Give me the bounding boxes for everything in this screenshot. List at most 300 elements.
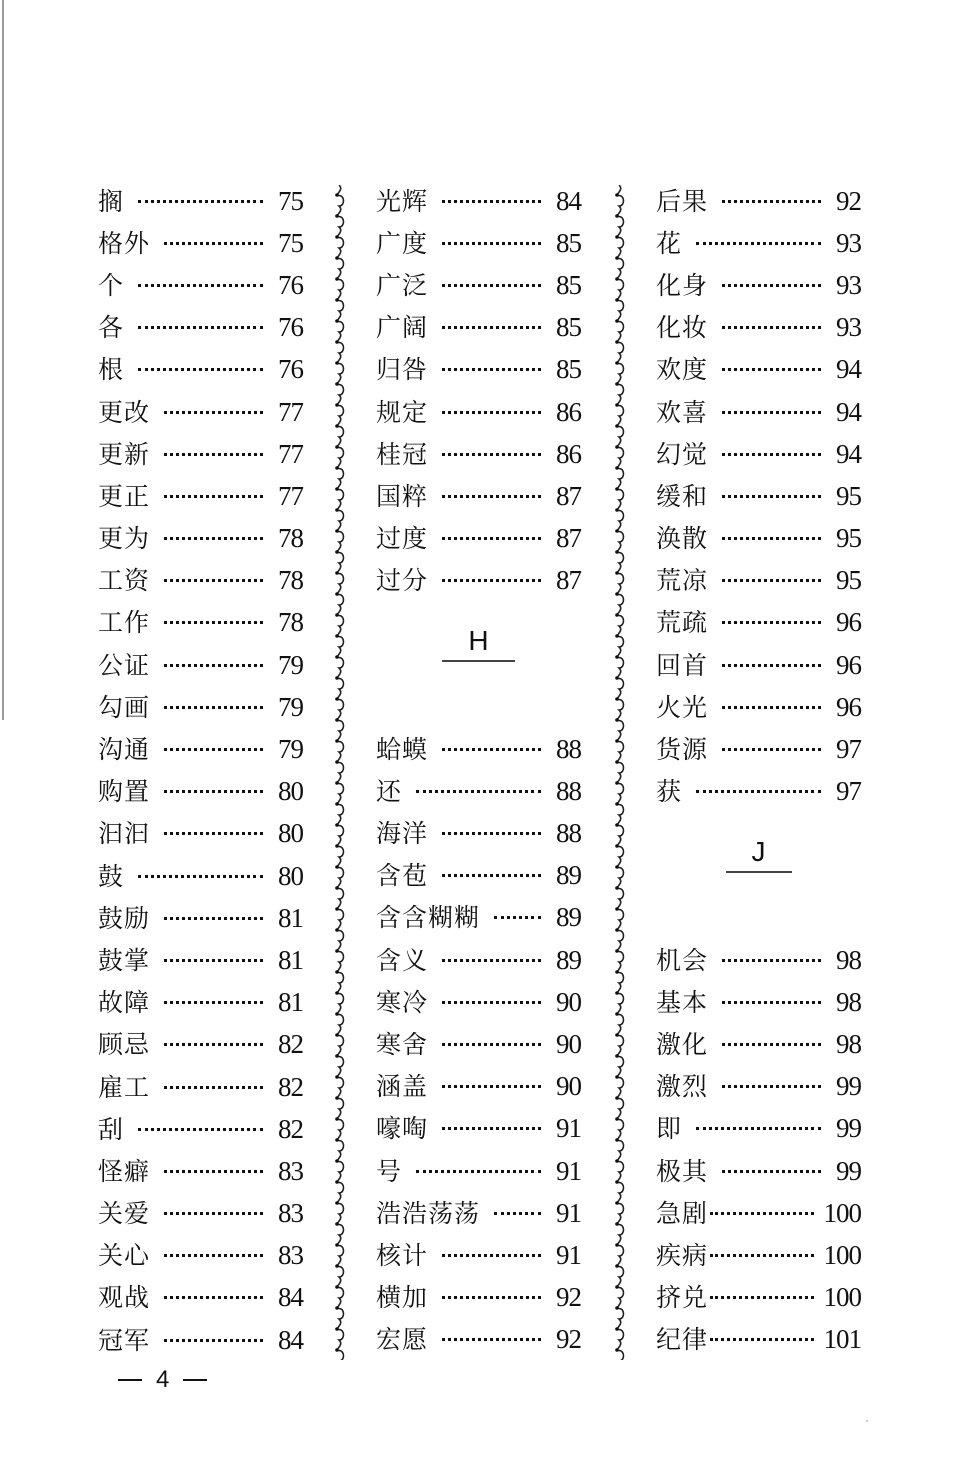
index-page-number: 79 [278, 691, 303, 722]
index-entry [98, 1193, 303, 1235]
index-page-number: 75 [278, 227, 303, 258]
index-page-number: 81 [278, 902, 303, 933]
index-page-number: 84 [278, 1324, 303, 1355]
index-page-number: 83 [278, 1155, 303, 1186]
index-term: 激化 [656, 1029, 709, 1059]
index-page-number: 92 [556, 1324, 581, 1355]
dot-leader [722, 200, 821, 203]
index-term: 横加 [376, 1283, 429, 1313]
dot-leader [164, 411, 263, 414]
index-entry [98, 264, 303, 306]
index-entry [656, 560, 861, 602]
index-entry [656, 771, 861, 813]
index-page-number: 98 [836, 944, 861, 975]
dot-leader [442, 1127, 541, 1130]
dot-leader [164, 706, 263, 709]
index-entry [98, 602, 303, 644]
index-page-number: 85 [556, 354, 581, 385]
index-page-number: 94 [836, 396, 861, 427]
dot-leader [164, 1254, 263, 1257]
index-term: 回首 [656, 650, 709, 680]
dot-leader [442, 748, 541, 751]
dot-leader [722, 706, 821, 709]
index-term: 刮 [98, 1114, 125, 1144]
dot-leader [722, 959, 821, 962]
index-page-number: 75 [278, 185, 303, 216]
index-page-number: 96 [836, 649, 861, 680]
index-term: 归咎 [376, 355, 429, 385]
index-term: 火光 [656, 692, 709, 722]
index-term: 欢喜 [656, 397, 709, 427]
index-term: 工作 [98, 608, 151, 638]
dot-leader [164, 242, 263, 245]
index-entry [656, 222, 861, 264]
dot-leader [164, 537, 263, 540]
index-term: 观战 [98, 1283, 151, 1313]
footer-dash-left [118, 1379, 142, 1381]
dot-leader [164, 1001, 263, 1004]
index-term: 幻觉 [656, 439, 709, 469]
index-term: 广度 [376, 228, 429, 258]
wavy-column-separator [611, 185, 627, 1360]
index-term: 广阔 [376, 313, 429, 343]
dot-leader [164, 453, 263, 456]
index-term: 含苞 [376, 861, 429, 891]
index-entry [656, 518, 861, 560]
index-entry [376, 855, 581, 897]
dot-leader [722, 495, 821, 498]
index-term: 嚎啕 [376, 1114, 429, 1144]
index-term: 根 [98, 355, 125, 385]
index-page-number: 98 [836, 986, 861, 1017]
dot-leader [442, 453, 541, 456]
index-page-number: 94 [836, 354, 861, 385]
index-entry [98, 222, 303, 264]
index-entry [376, 391, 581, 433]
index-entry [376, 897, 581, 939]
index-entry [656, 602, 861, 644]
index-page-number: 99 [836, 1071, 861, 1102]
index-entry [376, 349, 581, 391]
index-entry [98, 180, 303, 222]
dot-leader [442, 874, 541, 877]
index-entry [98, 771, 303, 813]
index-entry [98, 307, 303, 349]
index-entry [376, 812, 581, 854]
index-term: 获 [656, 777, 683, 807]
index-entry [376, 264, 581, 306]
index-page-number: 96 [836, 607, 861, 638]
dot-leader [164, 1339, 263, 1342]
dot-leader [164, 621, 263, 624]
index-term: 光辉 [376, 186, 429, 216]
dot-leader [442, 1043, 541, 1046]
index-term: 基本 [656, 987, 709, 1017]
index-term: 国粹 [376, 481, 429, 511]
index-page-number: 86 [556, 396, 581, 427]
index-entry [98, 813, 303, 855]
index-page-number: 93 [836, 312, 861, 343]
index-entry [656, 1234, 861, 1276]
dot-leader [442, 200, 541, 203]
index-entry [376, 222, 581, 264]
index-term: 关爱 [98, 1199, 151, 1229]
index-term: 挤兑 [656, 1283, 709, 1313]
dot-leader [416, 1170, 541, 1173]
dot-leader [442, 1296, 541, 1299]
index-entry [98, 728, 303, 770]
index-page-number: 96 [836, 691, 861, 722]
index-term: 怪癖 [98, 1156, 151, 1186]
dot-leader [442, 1001, 541, 1004]
index-term: 含含糊糊 [376, 903, 481, 933]
index-entry [656, 728, 861, 770]
index-page-number: 76 [278, 354, 303, 385]
index-page-number: 78 [278, 523, 303, 554]
index-entry [376, 1023, 581, 1065]
index-entry [656, 981, 861, 1023]
index-entry [656, 1319, 861, 1361]
index-page-number: 83 [278, 1240, 303, 1271]
index-entry [98, 1235, 303, 1277]
dot-leader [442, 411, 541, 414]
index-page-number: 78 [278, 607, 303, 638]
index-term: 激烈 [656, 1072, 709, 1102]
dot-leader [696, 242, 821, 245]
index-page-number: 80 [278, 860, 303, 891]
index-term: 荒凉 [656, 566, 709, 596]
index-page-number: 80 [278, 818, 303, 849]
index-page-number: 98 [836, 1028, 861, 1059]
index-page-number: 91 [556, 1113, 581, 1144]
dot-leader [722, 411, 821, 414]
dot-leader [696, 1127, 821, 1130]
index-entry [376, 728, 581, 770]
dot-leader [442, 832, 541, 835]
index-page-number: 79 [278, 734, 303, 765]
index-term: 涣散 [656, 524, 709, 554]
index-entry [376, 1234, 581, 1276]
index-entry [376, 770, 581, 812]
index-term: 后果 [656, 186, 709, 216]
index-term: 过度 [376, 524, 429, 554]
dot-leader [722, 1043, 821, 1046]
index-page-number: 80 [278, 776, 303, 807]
index-page-number: 85 [556, 227, 581, 258]
dot-leader [138, 875, 263, 878]
index-page-number: 82 [278, 1113, 303, 1144]
dot-leader [138, 284, 263, 287]
index-page-number: 92 [836, 185, 861, 216]
index-page-number: 88 [556, 733, 581, 764]
index-entry [376, 939, 581, 981]
index-entry [98, 644, 303, 686]
index-entry [376, 307, 581, 349]
dot-leader [164, 1043, 263, 1046]
index-column-1 [98, 180, 303, 1361]
index-page-number: 84 [556, 185, 581, 216]
index-page-number: 91 [556, 1155, 581, 1186]
index-term: 核计 [376, 1240, 429, 1270]
index-column-2 [376, 180, 581, 1361]
index-term: 顾忌 [98, 1030, 151, 1060]
dot-leader [442, 284, 541, 287]
index-term: 冠军 [98, 1325, 151, 1355]
index-entry [656, 939, 861, 981]
index-page-number: 100 [823, 1282, 861, 1313]
dot-leader [722, 326, 821, 329]
index-page-number: 87 [556, 565, 581, 596]
dot-leader [442, 959, 541, 962]
index-term: 疾病 [656, 1240, 709, 1270]
index-page-number: 79 [278, 649, 303, 680]
dot-leader [696, 790, 821, 793]
index-term: 工资 [98, 566, 151, 596]
dot-leader [164, 1212, 263, 1215]
dot-leader [494, 916, 541, 919]
index-entry [98, 391, 303, 433]
index-term: 勾画 [98, 692, 151, 722]
index-entry [376, 1192, 581, 1234]
dot-leader [442, 368, 541, 371]
index-entry [656, 644, 861, 686]
dot-leader [138, 326, 263, 329]
index-entry [656, 433, 861, 475]
dot-leader [164, 664, 263, 667]
index-entry [98, 349, 303, 391]
index-term: 各 [98, 313, 125, 343]
index-page-number: 100 [823, 1197, 861, 1228]
heading-spacer [376, 686, 581, 728]
dot-leader [442, 579, 541, 582]
dot-leader [722, 537, 821, 540]
dot-leader [442, 242, 541, 245]
index-term: 化身 [656, 270, 709, 300]
dot-leader [164, 748, 263, 751]
index-page-number: 88 [556, 775, 581, 806]
index-page-number: 89 [556, 860, 581, 891]
index-term: 规定 [376, 397, 429, 427]
index-page-number: 77 [278, 480, 303, 511]
index-term: 鼓掌 [98, 945, 151, 975]
dot-leader [164, 959, 263, 962]
index-entry [656, 1066, 861, 1108]
index-entry [656, 1277, 861, 1319]
index-term: 关心 [98, 1241, 151, 1271]
index-page-number: 87 [556, 523, 581, 554]
index-term: 即 [656, 1114, 683, 1144]
index-page-number: 91 [556, 1197, 581, 1228]
index-entry [98, 939, 303, 981]
index-entry [376, 1066, 581, 1108]
index-term: 货源 [656, 735, 709, 765]
index-entry [656, 307, 861, 349]
index-page-number: 94 [836, 438, 861, 469]
index-term: 公证 [98, 650, 151, 680]
index-page-number: 77 [278, 438, 303, 469]
index-entry [376, 981, 581, 1023]
index-term: 急剧 [656, 1198, 709, 1228]
index-term: 鼓 [98, 861, 125, 891]
index-entry [98, 897, 303, 939]
dot-leader [722, 1001, 821, 1004]
index-entry [98, 1024, 303, 1066]
index-entry [98, 1066, 303, 1108]
dot-leader [722, 1170, 821, 1173]
index-page-number: 95 [836, 480, 861, 511]
index-term: 寒舍 [376, 1029, 429, 1059]
index-term: 桂冠 [376, 439, 429, 469]
dot-leader [722, 621, 821, 624]
index-term: 海洋 [376, 819, 429, 849]
index-entry [656, 686, 861, 728]
dot-leader [710, 1338, 813, 1341]
section-heading [656, 813, 861, 897]
index-page-number: 90 [556, 1028, 581, 1059]
dot-leader [722, 664, 821, 667]
index-term: 荒疏 [656, 608, 709, 638]
index-term: 沟通 [98, 735, 151, 765]
index-page-number: 82 [278, 1071, 303, 1102]
index-term: 鼓励 [98, 903, 151, 933]
index-page-number: 89 [556, 944, 581, 975]
index-page-number: 101 [823, 1324, 861, 1355]
index-page-number: 97 [836, 734, 861, 765]
dot-leader [138, 368, 263, 371]
index-page-number: 84 [278, 1282, 303, 1313]
index-term: 搁 [98, 186, 125, 216]
index-page-number: 85 [556, 269, 581, 300]
dot-leader [442, 495, 541, 498]
index-page-number: 95 [836, 523, 861, 554]
index-term: 花 [656, 228, 683, 258]
index-term: 蛤蟆 [376, 734, 429, 764]
index-page-number: 87 [556, 480, 581, 511]
index-page-number: 91 [556, 1239, 581, 1270]
index-term: 个 [98, 270, 125, 300]
index-entry [376, 518, 581, 560]
index-page-number: 81 [278, 987, 303, 1018]
index-page-number: 76 [278, 269, 303, 300]
index-page-number: 83 [278, 1198, 303, 1229]
index-term: 纪律 [656, 1325, 709, 1355]
dot-leader [722, 284, 821, 287]
page-footer [118, 1366, 207, 1394]
dot-leader [722, 1085, 821, 1088]
dot-leader [416, 790, 541, 793]
index-term: 还 [376, 776, 403, 806]
index-term: 涵盖 [376, 1072, 429, 1102]
index-page-number: 95 [836, 565, 861, 596]
dot-leader [138, 1128, 263, 1131]
section-letter: J [726, 836, 792, 873]
index-term: 购置 [98, 777, 151, 807]
page-edge-line [2, 0, 4, 720]
index-page-number: 90 [556, 986, 581, 1017]
index-entry [656, 349, 861, 391]
dot-leader [164, 790, 263, 793]
index-entry [98, 518, 303, 560]
index-entry [98, 982, 303, 1024]
dot-leader [722, 579, 821, 582]
index-page-number: 85 [556, 312, 581, 343]
index-term: 更为 [98, 524, 151, 554]
index-page-number: 77 [278, 396, 303, 427]
index-entry [376, 1108, 581, 1150]
index-page-number: 76 [278, 312, 303, 343]
index-page-number: 99 [836, 1113, 861, 1144]
index-entry [376, 1319, 581, 1361]
index-page-number: 93 [836, 227, 861, 258]
dot-leader [442, 1338, 541, 1341]
index-page-number: 88 [556, 818, 581, 849]
index-term: 号 [376, 1156, 403, 1186]
index-term: 广泛 [376, 270, 429, 300]
index-page-number: 90 [556, 1071, 581, 1102]
footer-dash-right [183, 1379, 207, 1381]
index-entry [656, 1150, 861, 1192]
index-entry [376, 1277, 581, 1319]
index-entry [656, 264, 861, 306]
index-entry [376, 475, 581, 517]
dot-leader [164, 1296, 263, 1299]
index-entry [376, 560, 581, 602]
index-term: 格外 [98, 228, 151, 258]
index-term: 更新 [98, 439, 151, 469]
index-entry [656, 1023, 861, 1065]
index-term: 欢度 [656, 355, 709, 385]
dot-leader [164, 1170, 263, 1173]
wavy-column-separator [331, 185, 347, 1360]
index-page-number: 86 [556, 438, 581, 469]
index-entry [98, 1108, 303, 1150]
index-page-number: 100 [823, 1239, 861, 1270]
index-entry [98, 475, 303, 517]
index-entry [98, 686, 303, 728]
scan-speck [866, 1420, 868, 1422]
index-term: 过分 [376, 566, 429, 596]
index-entry [656, 1108, 861, 1150]
index-entry [656, 391, 861, 433]
index-term: 雇工 [98, 1072, 151, 1102]
index-term: 宏愿 [376, 1325, 429, 1355]
index-entry [98, 855, 303, 897]
dot-leader [710, 1296, 813, 1299]
dot-leader [442, 1085, 541, 1088]
index-page-number: 99 [836, 1155, 861, 1186]
dot-leader [442, 537, 541, 540]
index-entry [98, 1150, 303, 1192]
dot-leader [164, 579, 263, 582]
dot-leader [722, 453, 821, 456]
section-heading [376, 602, 581, 686]
index-entry [656, 475, 861, 517]
index-entry [656, 1192, 861, 1234]
index-term: 机会 [656, 945, 709, 975]
dot-leader [722, 368, 821, 371]
dot-leader [138, 200, 263, 203]
index-entry [656, 180, 861, 222]
index-term: 寒冷 [376, 987, 429, 1017]
index-term: 更正 [98, 481, 151, 511]
dot-leader [710, 1254, 813, 1257]
index-column-3 [656, 180, 861, 1361]
index-entry [376, 180, 581, 222]
index-page-number: 93 [836, 269, 861, 300]
index-entry [98, 433, 303, 475]
index-term: 含义 [376, 945, 429, 975]
index-page-number: 97 [836, 776, 861, 807]
